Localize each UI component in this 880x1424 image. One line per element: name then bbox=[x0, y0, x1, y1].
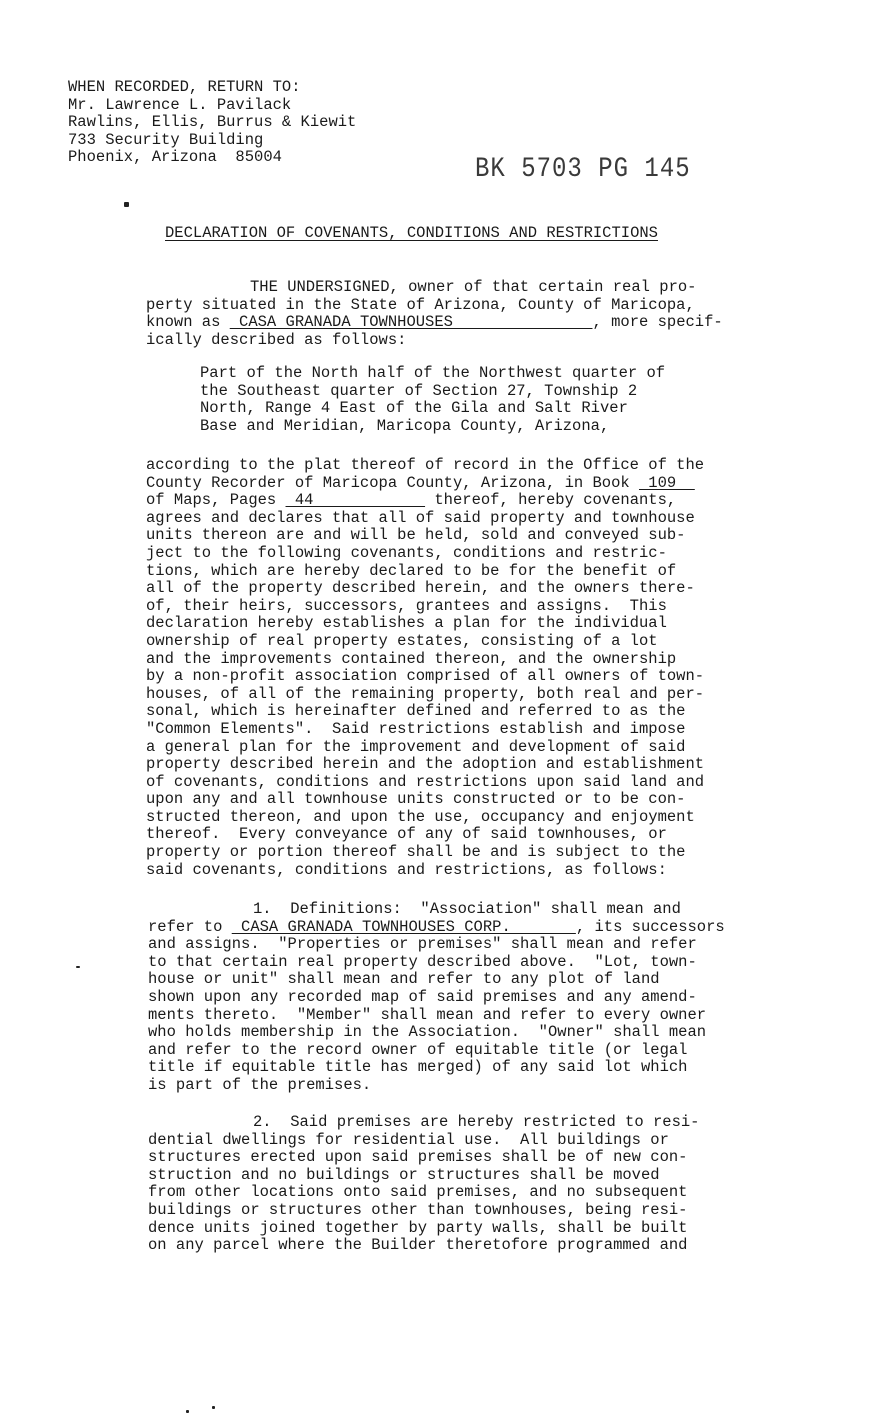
section-1-definitions bbox=[148, 901, 725, 1095]
intro-line: perty situated in the State of Arizona, County of Maricopa, bbox=[146, 295, 695, 314]
body-line: tions, which are hereby declared to be for the benefit of bbox=[146, 561, 677, 580]
return-firm: Rawlins, Ellis, Burrus & Kiewit bbox=[68, 113, 357, 132]
body-line: thereof. Every conveyance of any of said townhouses, or bbox=[146, 825, 667, 844]
body-line: sonal, which is hereinafter defined and referred to as the bbox=[146, 702, 686, 721]
section-1-line: 1. Definitions: "Association" shall mean and bbox=[253, 900, 681, 918]
body-line: according to the plat thereof of record in the Office of the bbox=[146, 456, 705, 474]
section-2-line: 2. Said premises are hereby restricted to resi- bbox=[253, 1113, 700, 1131]
speck-mark bbox=[76, 966, 80, 968]
intro-line: ically described as follows: bbox=[146, 330, 407, 349]
body-line: all of the property described herein, and the owners there- bbox=[146, 579, 695, 598]
body-line: ownership of real property estates, consisting of a lot bbox=[146, 631, 658, 650]
return-address: 733 Security Building bbox=[68, 130, 264, 149]
section-1-line: who holds membership in the Association. "Owner" shall mean bbox=[148, 1023, 707, 1042]
return-city: Phoenix, Arizona 85004 bbox=[68, 148, 282, 167]
intro-line: THE UNDERSIGNED, owner of that certain real pro- bbox=[250, 278, 697, 296]
section-1-line: is part of the premises. bbox=[148, 1075, 372, 1094]
section-2-line: struction and no buildings or structures shall be moved bbox=[148, 1165, 660, 1184]
document-title: DECLARATION OF COVENANTS, CONDITIONS AND RESTRICTIONS bbox=[165, 224, 658, 242]
section-2-line: on any parcel where the Builder theretofore programmed and bbox=[148, 1236, 688, 1255]
body-line bbox=[146, 492, 704, 510]
property-name-field: CASA GRANADA TOWNHOUSES bbox=[229, 313, 593, 332]
body-line bbox=[146, 475, 704, 493]
section-1-line: and refer to the record owner of equitable title (or legal bbox=[148, 1040, 688, 1059]
body-line: ject to the following covenants, conditions and restric- bbox=[146, 543, 667, 562]
section-2-line: buildings or structures other than townhouses, being resi- bbox=[148, 1200, 688, 1219]
body-line: declaration hereby establishes a plan for the individual bbox=[146, 614, 667, 633]
legal-line: Part of the North half of the Northwest quarter of bbox=[200, 364, 666, 382]
body-line: houses, of all of the remaining property, both real and per- bbox=[146, 684, 705, 703]
section-1-line: title if equitable title has merged) of any said lot which bbox=[148, 1058, 688, 1077]
body-line: agrees and declares that all of said property and townhouse bbox=[146, 508, 695, 527]
body-text: thereof, hereby covenants, bbox=[425, 491, 677, 510]
legal-line: the Southeast quarter of Section 27, Township 2 bbox=[200, 381, 638, 400]
body-line: structed thereon, and upon the use, occupancy and enjoyment bbox=[146, 807, 695, 826]
legal-line: Base and Meridian, Maricopa County, Arizona, bbox=[200, 416, 610, 435]
body-text: County Recorder of Maricopa County, Arizona, in Book bbox=[146, 473, 639, 492]
speck-mark bbox=[212, 1406, 215, 1409]
legal-description bbox=[200, 365, 665, 435]
body-line: units thereon are and will be held, sold and conveyed sub- bbox=[146, 526, 686, 545]
section-1-text: refer to bbox=[148, 917, 232, 936]
body-line: a general plan for the improvement and development of said bbox=[146, 737, 686, 756]
pages-field: 44 bbox=[285, 491, 426, 510]
section-2-line: dential dwellings for residential use. All buildings or bbox=[148, 1130, 669, 1149]
association-name-field: CASA GRANADA TOWNHOUSES CORP. bbox=[231, 917, 576, 936]
speck-mark bbox=[186, 1410, 189, 1413]
section-2-line: structures erected upon said premises shall be of new con- bbox=[148, 1148, 688, 1167]
return-heading: WHEN RECORDED, RETURN TO: bbox=[68, 78, 301, 96]
intro-line bbox=[146, 314, 723, 332]
intro-paragraph bbox=[146, 279, 723, 349]
recording-stamp: BK 5703 PG 145 bbox=[475, 153, 691, 186]
body-line: property or portion thereof shall be and is subject to the bbox=[146, 843, 686, 862]
body-line: upon any and all townhouse units constructed or to be con- bbox=[146, 790, 686, 809]
body-line: of covenants, conditions and restrictions upon said land and bbox=[146, 772, 705, 791]
intro-text: , more specif- bbox=[592, 313, 723, 332]
section-1-text: , its successors bbox=[575, 917, 725, 936]
section-2-line: dence units joined together by party walls, shall be built bbox=[148, 1218, 688, 1237]
legal-line: North, Range 4 East of the Gila and Salt River bbox=[200, 399, 628, 418]
section-1-line bbox=[148, 919, 725, 937]
body-line: said covenants, conditions and restrictions, as follows: bbox=[146, 860, 667, 879]
intro-text: known as bbox=[146, 313, 230, 332]
body-line: and the improvements contained thereon, and the ownership bbox=[146, 649, 677, 668]
body-text: of Maps, Pages bbox=[146, 491, 286, 510]
section-2-restrictions bbox=[148, 1114, 699, 1255]
section-1-line: shown upon any recorded map of said premises and any amend- bbox=[148, 987, 697, 1006]
return-address-block bbox=[68, 79, 356, 167]
body-line: "Common Elements". Said restrictions establish and impose bbox=[146, 719, 686, 738]
section-1-line: to that certain real property described above. "Lot, town- bbox=[148, 952, 697, 971]
section-1-line: and assigns. "Properties or premises" shall mean and refer bbox=[148, 935, 697, 954]
speck-mark bbox=[124, 202, 129, 207]
section-1-line: house or unit" shall mean and refer to any plot of land bbox=[148, 970, 660, 989]
book-number-field: 109 bbox=[638, 473, 695, 492]
body-line: by a non-profit association comprised of all owners of town- bbox=[146, 667, 705, 686]
body-line: property described herein and the adoption and establishment bbox=[146, 755, 705, 774]
section-2-line: from other locations onto said premises, and no subsequent bbox=[148, 1183, 688, 1202]
section-1-line: ments thereto. "Member" shall mean and refer to every owner bbox=[148, 1005, 707, 1024]
body-paragraph bbox=[146, 457, 704, 879]
body-line: of, their heirs, successors, grantees and assigns. This bbox=[146, 596, 667, 615]
return-name: Mr. Lawrence L. Pavilack bbox=[68, 95, 292, 114]
